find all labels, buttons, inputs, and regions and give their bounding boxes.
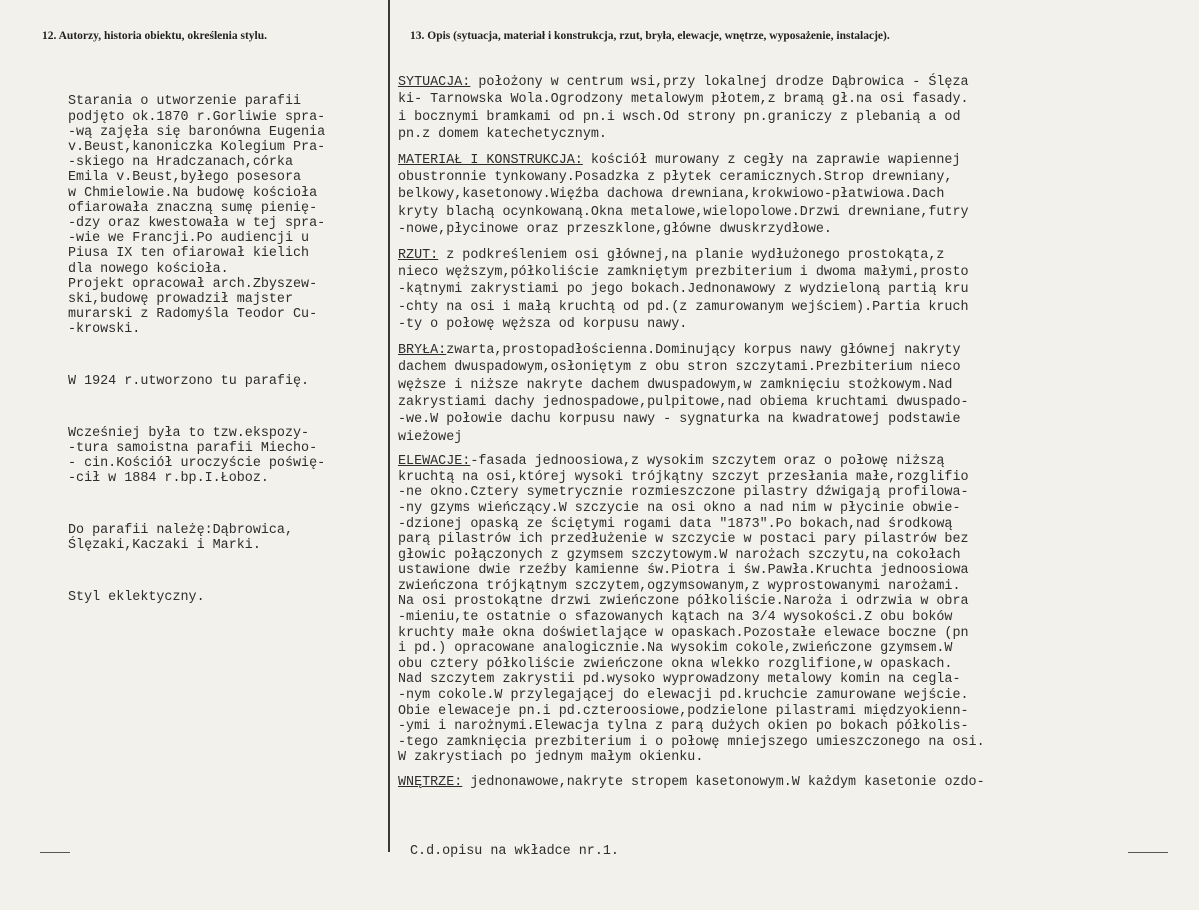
- section-heading: ELEWACJE:: [398, 454, 471, 470]
- continuation-note: C.d.opisu na wkładce nr.1.: [410, 844, 619, 859]
- header-description: 13. Opis (sytuacja, materiał i konstrukcja, rzut, bryła, elewacje, wnętrze, wyposażenie, instalacje).: [410, 30, 890, 42]
- bottom-rule-right: [1128, 852, 1168, 853]
- section-heading: SYTUACJA:: [398, 75, 471, 90]
- history-text: [68, 64, 386, 641]
- column-divider: [388, 0, 390, 852]
- section-body: z podkreśleniem osi głównej,na planie wydłużonego prostokąta,z nieco węższym,półkoliście zamkniętym prezbiterium i dwoma małymi,prosto -kątnymi zakrystiami po jego bokach.Jednonawowy z wydzieloną partią kru -chty na osi i małą kruchtą od pd.(z zamurowanym wejściem).Partia kruch -ty o połowę węższa od korpusu nawy.: [398, 247, 969, 333]
- section-body: kościół murowany z cegły na zaprawie wapiennej obustronnie tynkowany.Posadzka z płytek ceramicznych.Strop drewniany, belkowy,kasetonowy.Więźba dachowa drewniana,krokwiowo-płatwiowa.Dach kryty blachą ocynkowaną.Okna metalowe,wielopolowe.Drzwi drewniane,futry -nowe,płycinowe oraz przeszklone,główne dwuskrzydłowe.: [398, 152, 969, 238]
- history-paragraph: Starania o utworzenie parafii podjęto ok.1870 r.Gorliwie spra- -wą zajęła się baronówna Eugenia v.Beust,kanoniczka Kolegium Pra- -skiego na Hradczanach,córka Emila v.Beust,byłego posesora w Chmielowie.Na budowę kościoła ofiarowała znaczną sumę pienię- -dzy oraz kwestowała w tej spra- -wie we Francji.Po audiencji u Piusa IX ten ofiarował kielich dla nowego kościoła. Projekt opracował arch.Zbyszew- ski,budowę prowadził majster murarski z Radomyśla Teodor Cu- -krowski.: [68, 94, 326, 338]
- history-paragraph: Styl eklektyczny.: [68, 589, 205, 605]
- history-paragraph: Wcześniej była to tzw.ekspozy- -tura samoistna parafii Miecho- - cin.Kościół uroczyście poświę- -cił w 1884 r.bp.I.Łoboz.: [68, 425, 326, 487]
- section-heading: MATERIAŁ I KONSTRUKCJA:: [398, 152, 583, 168]
- section-wnetrze: [398, 774, 1188, 791]
- section-rzut: [398, 247, 1188, 334]
- description-text: [398, 74, 1188, 799]
- section-elewacje: [398, 454, 1188, 766]
- section-heading: BRYŁA:: [398, 342, 447, 358]
- history-paragraph: Do parafii należę:Dąbrowica, Ślęzaki,Kaczaki i Marki.: [68, 522, 293, 554]
- section-body: -fasada jednoosiowa,z wysokim szczytem oraz o połowę niższą kruchtą na osi,której wysoki trójkątny szczyt przesłania małe,rozglifio -ne okno.Cztery symetrycznie rozmieszczone pilastry dźwigają profilowa- -ny gzyms wieńczący.W szczycie na osi okno a nad nim w płycinie obwie- -dzionej opaską ze ściętymi rogami data "1873".Po bokach,nad środkową parą pilastrów ich przedłużenie w szczycie w postaci pary pilastrów bez głowic połączonych z gzymsem szczytowym.W narożach szczytu,na cokołach ustawione dwie rzeźby kamienne św.Piotra i św.Pawła.Kruchta jednoosiowa zwieńczona trójkątnym szczytem,ogzymsowanym,z wyprostowanymi narożami. Na osi prostokątne drzwi zwieńczone półkoliście.Naroża i odrzwia w obra -mieniu,te ostatnie o sfazowanych kątach na 3/4 wysokości.Z obu boków kruchty małe okna doświetlające w opaskach.Pozostałe elewace boczne (pn i pd.) opracowane analogicznie.Na wysokim cokole,zwieńczone gzymsem.W obu cztery półkoliście zwieńczone okna wlekko rozglifione,w opaskach. Nad szczytem zakrystii pd.wysoko wyprowadzony metalowy komin na cegla- -nym cokole.W przylegającej do elewacji pd.kruchcie zamurowane wejście. Obie elewaceje pn.i pd.czteroosiowe,podzielone pilastrami międzyokienn- -ymi i narożnymi.Elewacja tylna z parą dużych okien po bokach półkolis- -tego zamknięcia prezbiterium i o połowę mniejszego umieszczonego na osi. W zakrystiach po jednym małym okienku.: [398, 454, 985, 766]
- section-body: jednonawowe,nakryte stropem kasetonowym.W każdym kasetonie ozdo-: [462, 775, 985, 790]
- header-authors-history: 12. Autorzy, historia obiektu, określenia stylu.: [42, 30, 268, 42]
- section-bryla: [398, 342, 1188, 446]
- section-sytuacja: [398, 74, 1188, 144]
- section-material: [398, 152, 1188, 239]
- history-paragraph: W 1924 r.utworzono tu parafię.: [68, 374, 310, 390]
- section-body: zwarta,prostopadłościenna.Dominujący korpus nawy głównej nakryty dachem dwuspadowym,osłoniętym z obu stron szczytami.Prezbiterium nieco węższe i niższe nakryte dachem dwuspadowym,w zamknięciu stożkowym.Nad zakrystiami dachy jednospadowe,pulpitowe,nad obiema kruchtami dwuspado- -we.W połowie dachu korpusu nawy - sygnaturka na kwadratowej podstawie wieżowej: [398, 342, 969, 445]
- section-heading: WNĘTRZE:: [398, 775, 463, 790]
- bottom-rule-left: [40, 852, 70, 853]
- section-heading: RZUT:: [398, 247, 439, 263]
- section-body: położony w centrum wsi,przy lokalnej drodze Dąbrowica - Ślęza ki- Tarnowska Wola.Ogrodzony metalowym płotem,z bramą gł.na osi fasady. i bocznymi bramkami od pn.i wsch.Od strony pn.graniczy z plebanią a od pn.z domem katechetycznym.: [398, 75, 969, 143]
